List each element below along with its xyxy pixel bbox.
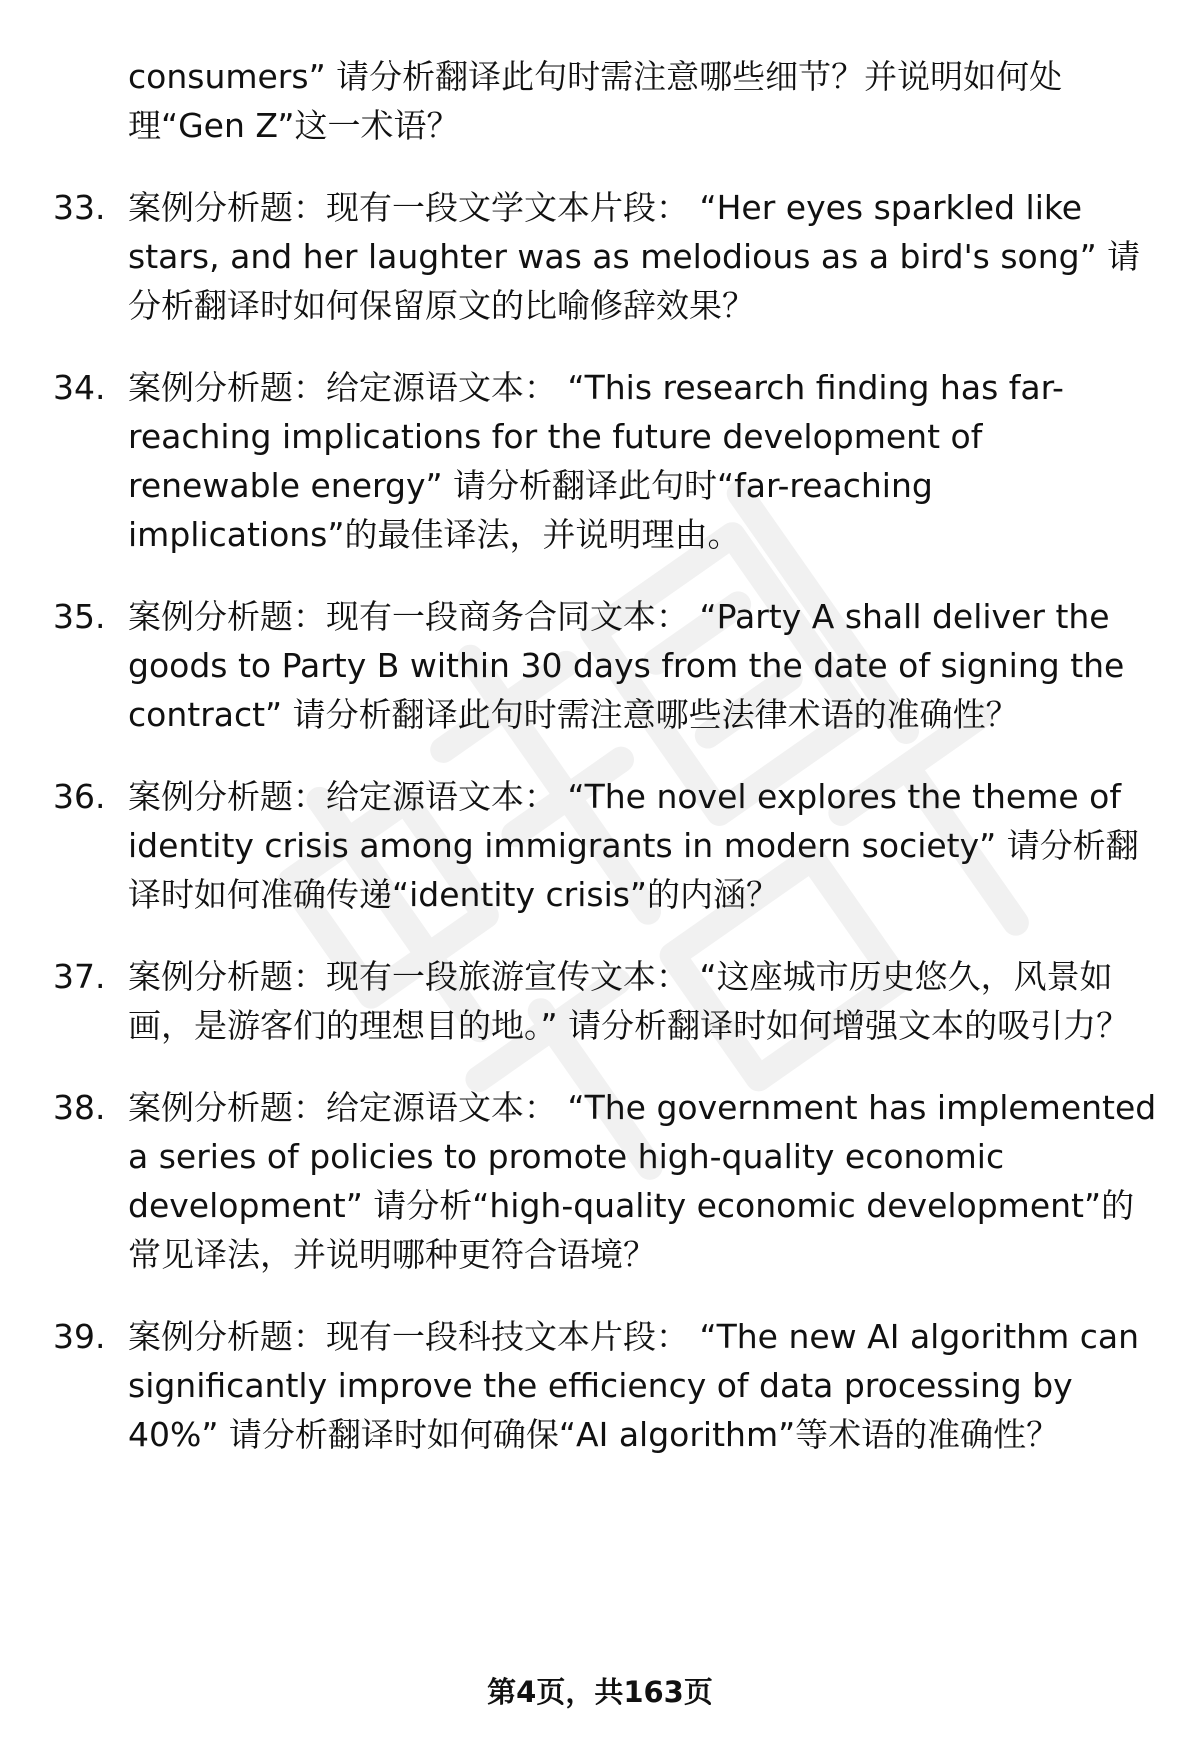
question-number: 33. [53,188,106,227]
question-number: 36. [53,777,106,816]
question-text: 案例分析题：现有一段文学文本片段： “Her eyes sparkled like stars, and her laughter was as melodious as a bird's song” 请分析翻译时如何保留原文的比喻修辞效果？ [128,188,1141,325]
question-number: 39. [53,1317,106,1356]
question-item-36 [0,772,1200,919]
question-item-33 [0,183,1200,330]
question-item-35 [0,592,1200,739]
question-item-38 [0,1083,1200,1279]
question-number: 35. [53,597,106,636]
question-text: 案例分析题：给定源语文本： “This research finding has far-reaching implications for the future development of renewable energy” 请分析翻译此句时“far-reaching implications”的最佳译法，并说明理由。 [128,368,1064,554]
question-text: 案例分析题：给定源语文本： “The novel explores the theme of identity crisis among immigrants in modern society” 请分析翻译时如何准确传递“identity crisis”的内涵？ [128,777,1139,914]
question-text: 案例分析题：给定源语文本： “The government has implemented a series of policies to promote high-quality economic development” 请分析“high-quality economic development”的常见译法，并说明哪种更符合语境？ [128,1088,1157,1274]
question-text: 案例分析题：现有一段旅游宣传文本： “这座城市历史悠久，风景如画，是游客们的理想目的地。” 请分析翻译时如何增强文本的吸引力？ [128,957,1130,1045]
question-item-39 [0,1312,1200,1459]
question-list [0,52,1200,1492]
question-item-37 [0,952,1200,1050]
question-number: 34. [53,368,106,407]
question-text: consumers” 请分析翻译此句时需注意哪些细节？并说明如何处理“Gen Z”这一术语？ [128,57,1063,145]
question-text: 案例分析题：现有一段商务合同文本： “Party A shall deliver the goods to Party B within 30 days from the date of signing the contract” 请分析翻译此句时需注意哪些法律术语的准确性？ [128,597,1125,734]
page-footer [0,1672,1200,1712]
question-item-continued [0,52,1200,150]
question-text: 案例分析题：现有一段科技文本片段： “The new AI algorithm can significantly improve the efficiency of data processing by 40%” 请分析翻译时如何确保“AI algorithm”等术语的准确性？ [128,1317,1139,1454]
page-number-label: 第4页，共163页 [487,1675,713,1709]
question-item-34 [0,363,1200,559]
question-number: 38. [53,1088,106,1127]
question-number: 37. [53,957,106,996]
